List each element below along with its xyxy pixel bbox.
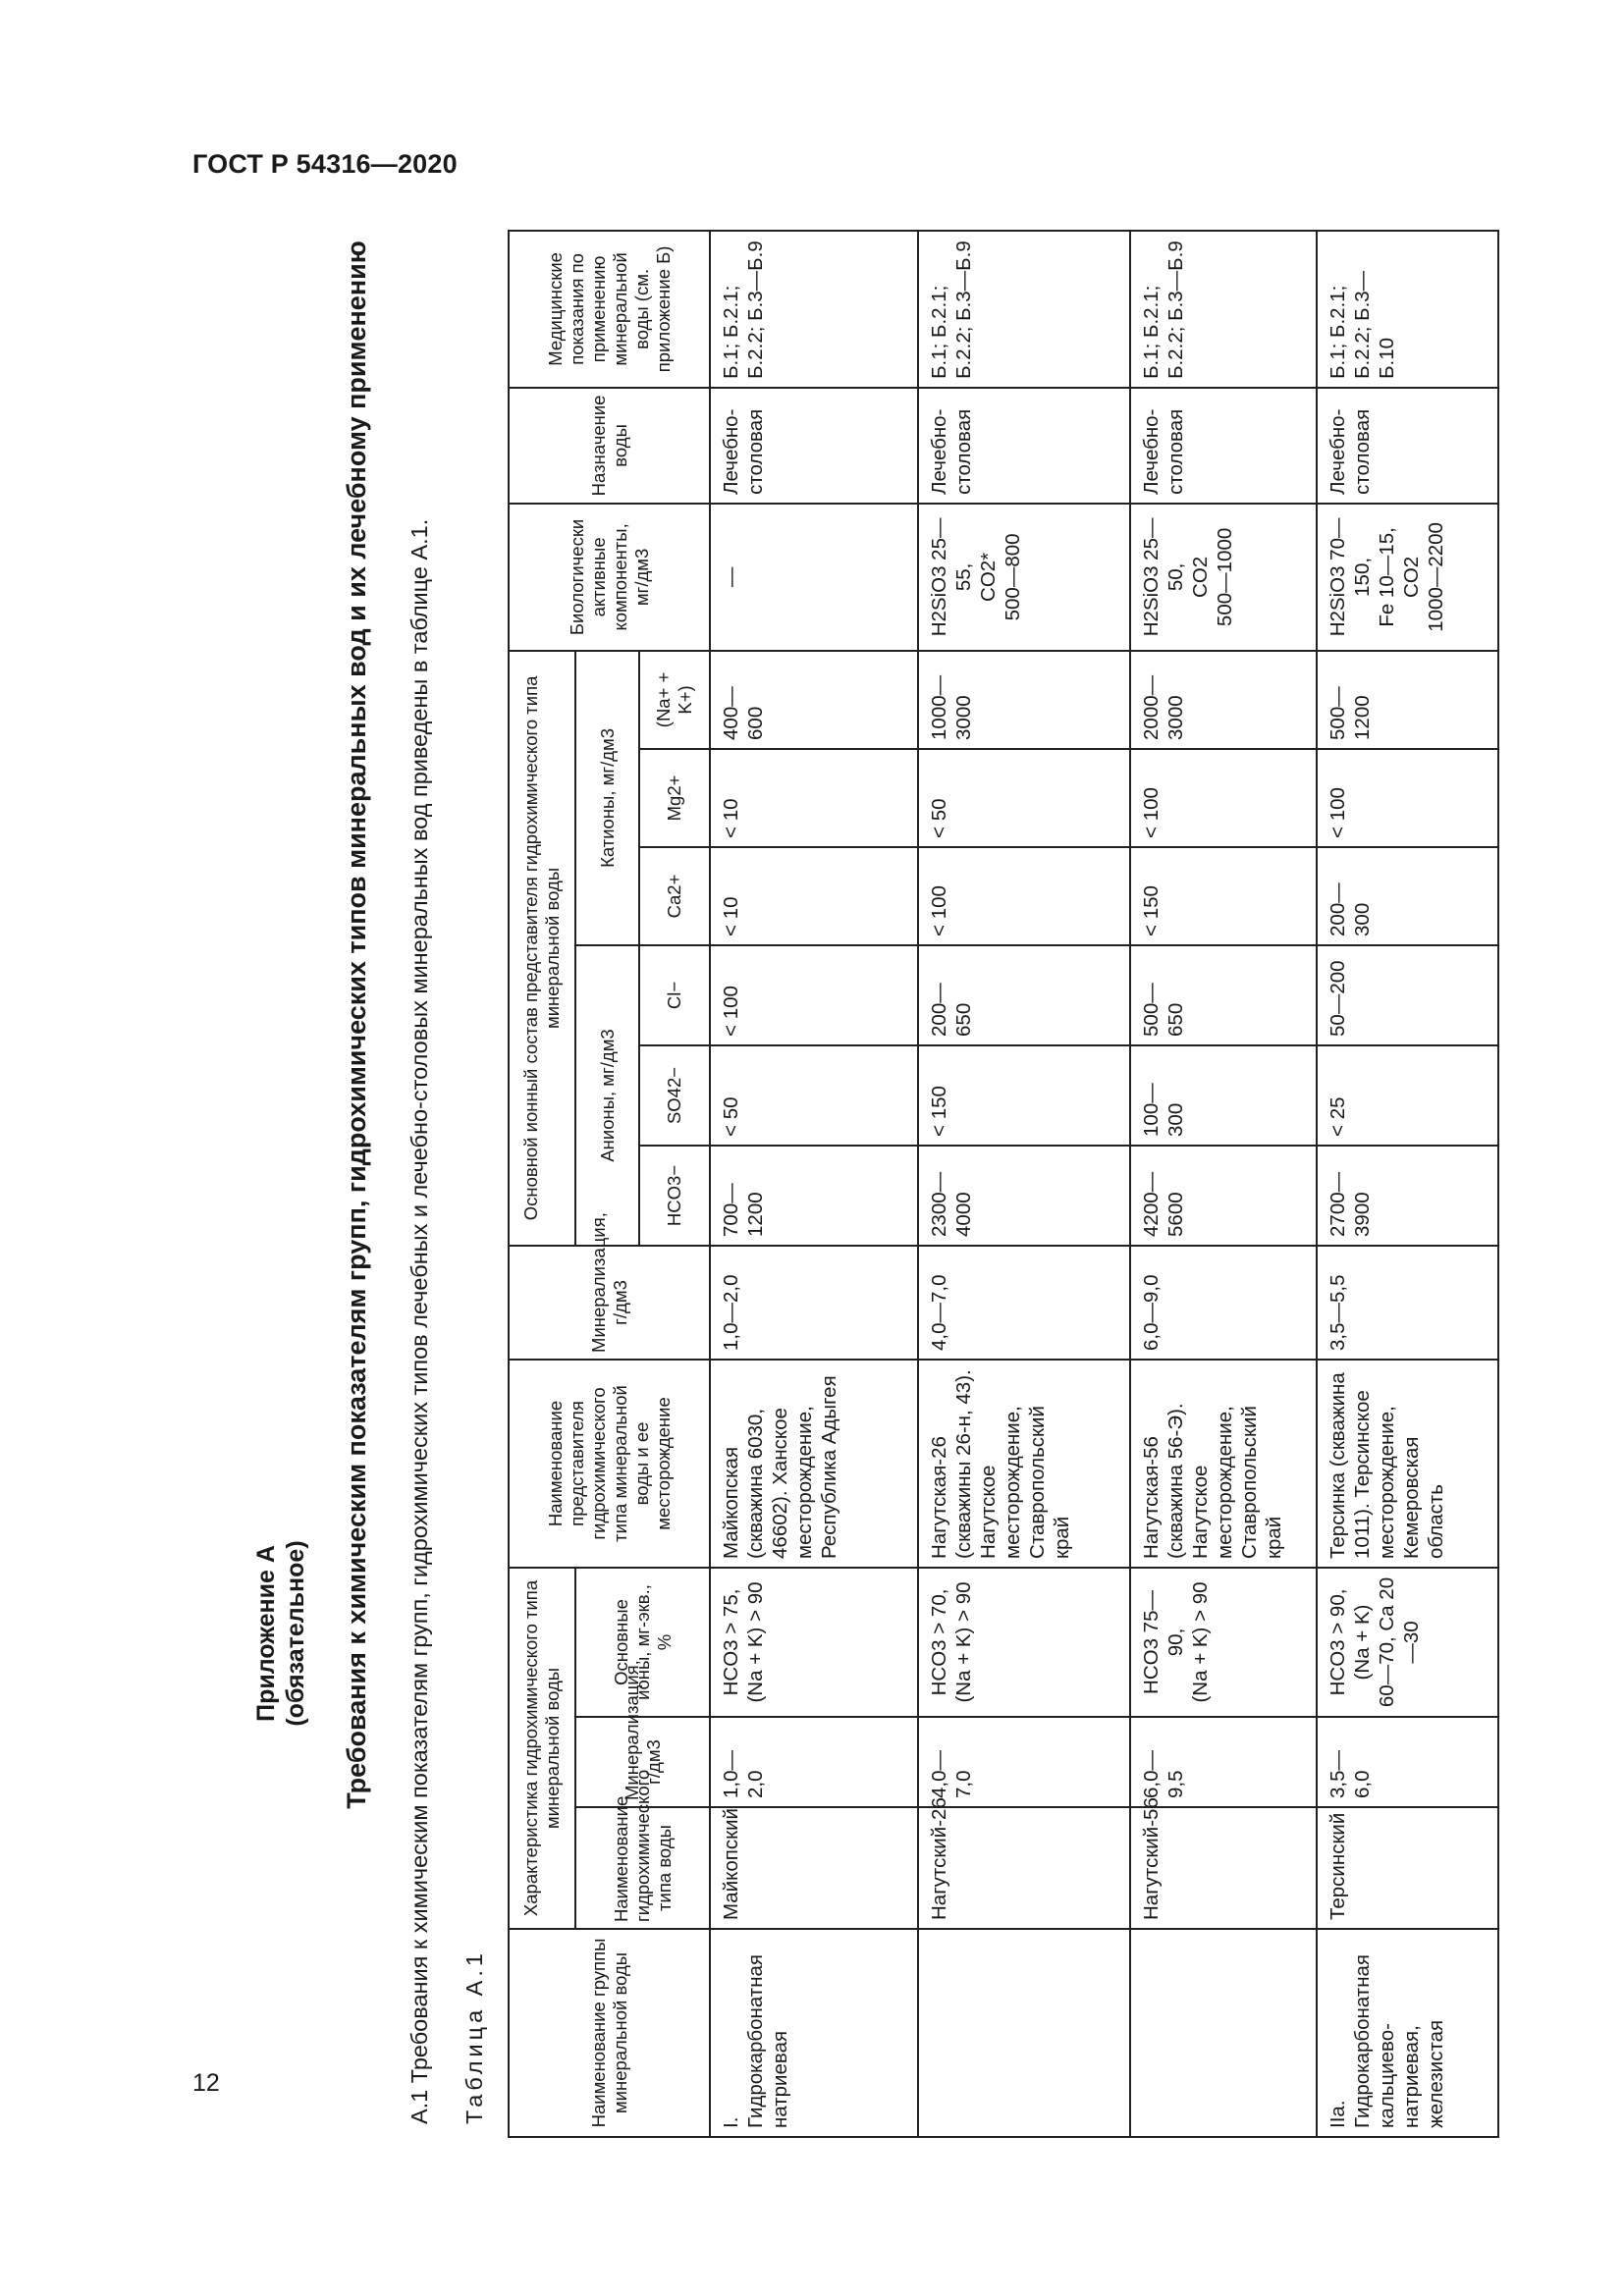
cell-representative: Нагутская-26 (скважины 26-н, 43). Нагутское месторождение, Ставропольский край (918, 1360, 1130, 1568)
header-main-ions: Основные ионы, мг-экв., % (575, 1568, 710, 1717)
main-ions-line-1: HCO3 > 70, (928, 1588, 950, 1696)
cell-mg: < 100 (1317, 749, 1498, 847)
intro-paragraph: А.1 Требования к химическим показателям групп, гидрохимических типов лечебных и лечебно-столовых минеральных вод приведены в таблице А.1. (406, 518, 432, 2124)
header-mineralization: Минерализация, г/дм3 (509, 1246, 710, 1360)
cell-indications: Б.1; Б.2.1; Б.2.2; Б.3—Б.10 (1317, 231, 1498, 388)
cell-so4: < 25 (1317, 1045, 1498, 1146)
main-ions-line-1: HCO3 75—90, (1140, 1590, 1187, 1694)
header-indications: Медицинские показания по применению минеральной воды (см. приложение Б) (509, 231, 710, 388)
header-cations: Катионы, мг/дм3 (575, 651, 639, 945)
bioactive-line-2: CO2* (977, 552, 1000, 602)
table-label: Таблица А.1 (461, 1949, 487, 2124)
cell-hco3: 4200—5600 (1130, 1146, 1317, 1246)
cell-main-ions (710, 1568, 918, 1717)
cell-cl: 200—650 (918, 945, 1130, 1045)
cell-bioactive (710, 504, 918, 651)
header-representative: Наименование представителя гидрохимического типа минеральной воды и ее месторождение (509, 1360, 710, 1568)
cell-nak: 400—600 (710, 651, 918, 749)
header-type-characteristic: Характеристика гидрохимического типа минеральной воды (509, 1568, 575, 1929)
cell-cl: 50—200 (1317, 945, 1498, 1045)
cell-bioactive (1317, 504, 1498, 651)
cell-cl: < 100 (710, 945, 918, 1045)
main-ions-line-1: HCO3 > 90, (Na + K) (1326, 1588, 1374, 1696)
mineral-water-table (508, 230, 1499, 2138)
annex-subtitle: (обязательное) (282, 1540, 309, 1727)
cell-so4: 100—300 (1130, 1045, 1317, 1146)
cell-mineralization: 1,0—2,0 (710, 1246, 918, 1360)
main-ions-line-1: HCO3 > 75, (720, 1588, 742, 1696)
header-mg: Mg2+ (639, 749, 710, 847)
cell-purpose: Лечебно-столовая (1130, 388, 1317, 504)
cell-bioactive (918, 504, 1130, 651)
bioactive-line-1: — (720, 566, 742, 588)
header-so4: SO42− (639, 1045, 710, 1146)
cell-nak: 500—1200 (1317, 651, 1498, 749)
cell-ca: < 10 (710, 847, 918, 945)
cell-group (918, 1929, 1130, 2137)
cell-purpose: Лечебно-столовая (1317, 388, 1498, 504)
cell-representative: Терсинка (скважина 1011). Терсинское месторождение, Кемеровская область (1317, 1360, 1498, 1568)
header-ionic-composition: Основной ионный состав представителя гидрохимического типа минеральной воды (509, 651, 575, 1246)
rotated-content (251, 0, 1547, 2144)
cell-main-ions (1130, 1568, 1317, 1717)
cell-indications: Б.1; Б.2.1; Б.2.2; Б.3—Б.9 (1130, 231, 1317, 388)
cell-ca: 200—300 (1317, 847, 1498, 945)
cell-main-ions (1317, 1568, 1498, 1717)
document-header: ГОСТ Р 54316—2020 (192, 149, 458, 179)
cell-mineralization: 4,0—7,0 (918, 1246, 1130, 1360)
cell-type-mineralization: 6,0—9,5 (1130, 1717, 1317, 1807)
cell-type-name: Нагутский-56 (1130, 1807, 1317, 1929)
bioactive-line-1: H2SiO3 70—150, (1326, 517, 1374, 637)
bioactive-line-2: CO2 (1189, 556, 1212, 598)
cell-bioactive (1130, 504, 1317, 651)
cell-hco3: 2300—4000 (918, 1146, 1130, 1246)
cell-nak: 1000—3000 (918, 651, 1130, 749)
header-group-name: Наименование группы минеральной воды (509, 1929, 710, 2137)
table-row (918, 231, 1130, 2137)
bioactive-line-3: 500—800 (1001, 533, 1024, 621)
table-row (1130, 231, 1317, 2137)
header-cl: Cl− (639, 945, 710, 1045)
cell-type-name: Майкопский (710, 1807, 918, 1929)
cell-type-name: Нагутский-26 (918, 1807, 1130, 1929)
cell-group: IIa. Гидрокарбонатная кальциево-натриевая, железистая (1317, 1929, 1498, 2137)
cell-group (1130, 1929, 1317, 2137)
cell-indications: Б.1; Б.2.1; Б.2.2; Б.3—Б.9 (710, 231, 918, 388)
cell-so4: < 150 (918, 1045, 1130, 1146)
cell-mg: < 10 (710, 749, 918, 847)
cell-type-mineralization: 3,5—6,0 (1317, 1717, 1498, 1807)
cell-mg: < 50 (918, 749, 1130, 847)
cell-purpose: Лечебно-столовая (918, 388, 1130, 504)
cell-representative: Майкопская (скважина 6030, 46602). Ханское месторождение, Республика Адыгея (710, 1360, 918, 1568)
cell-purpose: Лечебно-столовая (710, 388, 918, 504)
cell-hco3: 2700—3900 (1317, 1146, 1498, 1246)
cell-mg: < 100 (1130, 749, 1317, 847)
cell-ca: < 150 (1130, 847, 1317, 945)
cell-type-name: Терсинский (1317, 1807, 1498, 1929)
cell-main-ions (918, 1568, 1130, 1717)
cell-cl: 500—650 (1130, 945, 1317, 1045)
bioactive-line-1: H2SiO3 25—55, (928, 517, 975, 637)
cell-type-mineralization: 1,0—2,0 (710, 1717, 918, 1807)
main-ions-line-2: (Na + K) > 90 (744, 1581, 767, 1703)
header-bioactive: Биологически активные компоненты, мг/дм3 (509, 504, 710, 651)
main-ions-line-2: (Na + K) > 90 (1189, 1581, 1212, 1703)
header-purpose: Назначение воды (509, 388, 710, 504)
bioactive-line-1: H2SiO3 25—50, (1140, 517, 1187, 637)
cell-nak: 2000—3000 (1130, 651, 1317, 749)
header-nak: (Na+ + K+) (639, 651, 710, 749)
table-row (1317, 231, 1498, 2137)
bioactive-line-2: Fe 10—15, CO2 (1376, 527, 1423, 627)
bioactive-line-3: 500—1000 (1214, 527, 1236, 627)
section-title: Требования к химическим показателям групп, гидрохимических типов минеральных вод и их лечебному применению (342, 240, 371, 1809)
header-anions: Анионы, мг/дм3 (575, 945, 639, 1246)
cell-ca: < 100 (918, 847, 1130, 945)
page-number: 12 (192, 2069, 220, 2097)
header-type-mineralization: Минерализация, г/дм3 (575, 1717, 710, 1807)
cell-mineralization: 6,0—9,0 (1130, 1246, 1317, 1360)
cell-representative: Нагутская-56 (скважина 56-Э). Нагутское месторождение, Ставропольский край (1130, 1360, 1317, 1568)
annex-heading (251, 1123, 310, 2144)
header-row-1 (509, 231, 575, 2137)
annex-title: Приложение А (252, 1545, 280, 1722)
header-ca: Ca2+ (639, 847, 710, 945)
header-type-name: Наименование гидрохимического типа воды (575, 1807, 710, 1929)
cell-so4: < 50 (710, 1045, 918, 1146)
cell-mineralization: 3,5—5,5 (1317, 1246, 1498, 1360)
main-ions-line-2: (Na + K) > 90 (952, 1581, 975, 1703)
cell-group: I. Гидрокарбонатная натриевая (710, 1929, 918, 2137)
cell-hco3: 700—1200 (710, 1146, 918, 1246)
cell-type-mineralization: 4,0—7,0 (918, 1717, 1130, 1807)
bioactive-line-3: 1000—2200 (1425, 522, 1447, 632)
cell-indications: Б.1; Б.2.1; Б.2.2; Б.3—Б.9 (918, 231, 1130, 388)
table-row (710, 231, 918, 2137)
header-hco3: HCO3− (639, 1146, 710, 1246)
main-ions-line-2: 60—70, Ca 20—30 (1376, 1576, 1423, 1708)
